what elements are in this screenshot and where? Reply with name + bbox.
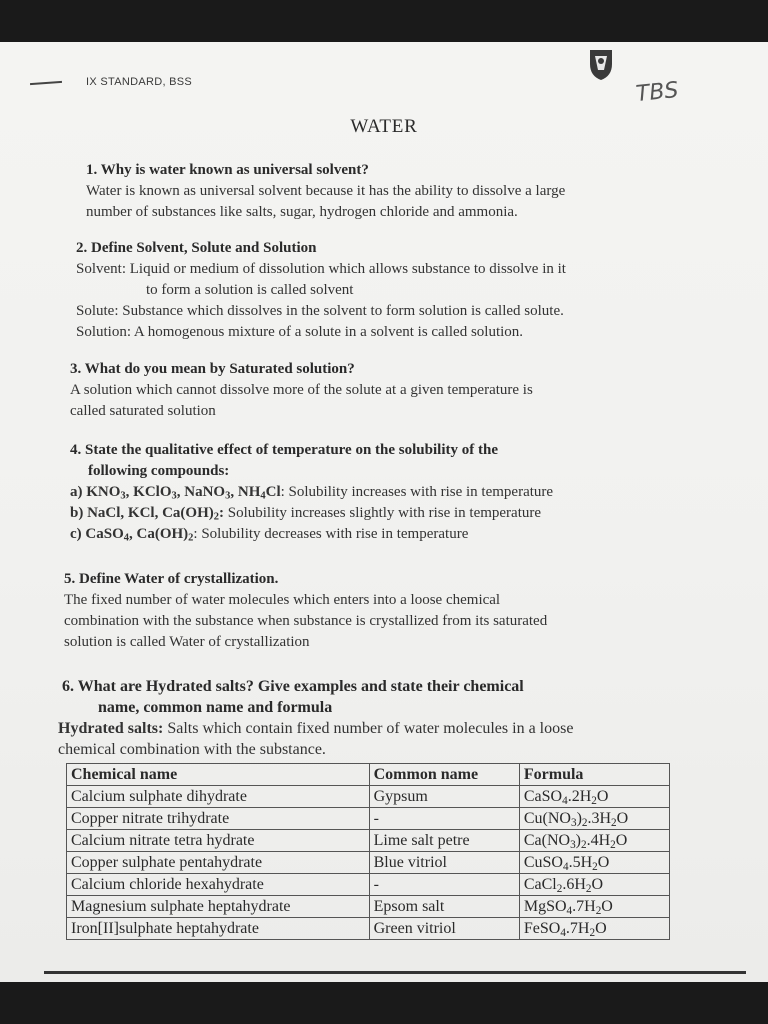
formula-cell: $Cu(NO_3)_2.3H_2O$ [519, 808, 669, 830]
formula-cell: $MgSO_4.7H_2O$ [519, 896, 669, 918]
table-row [67, 830, 670, 852]
table-row [67, 852, 670, 874]
question-1-heading: 1. Why is water known as universal solvent? [86, 162, 369, 178]
chemical-name-cell: Calcium sulphate dihydrate [67, 786, 370, 808]
school-emblem-icon [588, 48, 614, 82]
table-row [67, 808, 670, 830]
chemical-name-cell: Copper sulphate pentahydrate [67, 852, 370, 874]
table-row [67, 896, 670, 918]
formula-cell: $CaCl_2.6H_2O$ [519, 874, 669, 896]
hydrated-salts-definition-line-2: chemical combination with the substance. [58, 741, 326, 758]
question-3-answer-line-2: called saturated solution [70, 403, 216, 419]
page-title: WATER [350, 116, 418, 137]
column-header-common-name: Common name [369, 764, 519, 786]
solvent-definition-line-1: Solvent: Liquid or medium of dissolution which allows substance to dissolve in it [76, 261, 566, 277]
common-name-cell: Gypsum [369, 786, 519, 808]
table-header-row [67, 764, 670, 786]
common-name-cell: Green vitriol [369, 918, 519, 940]
effect-a-text: Solubility increases with rise in temperature [288, 484, 554, 500]
question-4-heading-line-2: following compounds: [88, 463, 230, 479]
chemical-name-cell: Calcium chloride hexahydrate [67, 874, 370, 896]
question-3-answer-line-1: A solution which cannot dissolve more of the solute at a given temperature is [70, 382, 533, 398]
question-5-heading: 5. Define Water of crystallization. [64, 571, 279, 587]
solute-definition: Solute: Substance which dissolves in the solvent to form solution is called solute. [76, 303, 564, 319]
table-row [67, 786, 670, 808]
effect-b-text: Solubility increases slightly with rise in temperature [227, 505, 542, 521]
solvent-definition-line-2: to form a solution is called solvent [146, 282, 354, 298]
column-header-chemical-name: Chemical name [67, 764, 370, 786]
chemical-name-cell: Magnesium sulphate heptahydrate [67, 896, 370, 918]
hydrated-salts-label: Hydrated salts: [58, 720, 164, 737]
question-3 [70, 359, 768, 422]
worksheet-page [0, 42, 768, 982]
hydrated-salts-text: Salts which contain fixed number of water molecules in a loose [163, 720, 574, 737]
question-3-heading: 3. What do you mean by Saturated solution? [70, 361, 355, 377]
hydrated-salts-definition [58, 718, 768, 739]
column-header-formula: Formula [519, 764, 669, 786]
effect-b: b) NaCl, KCl, $Ca(OH)_2$: Solubility increases slightly with rise in temperature [70, 505, 542, 523]
common-name-cell: Lime salt petre [369, 830, 519, 852]
question-4 [70, 440, 768, 545]
question-1-answer-line-1: Water is known as universal solvent because it has the ability to dissolve a large [86, 183, 566, 199]
question-2 [76, 238, 768, 343]
pen-mark [30, 81, 62, 85]
formula-cell: $CuSO_4.5H_2O$ [519, 852, 669, 874]
question-1 [86, 160, 768, 223]
question-4-heading-line-1: 4. State the qualitative effect of temperature on the solubility of the [70, 442, 498, 458]
formula-cell: $FeSO_4.7H_2O$ [519, 918, 669, 940]
class-label: IX STANDARD, BSS [86, 76, 193, 88]
question-1-answer-line-2: number of substances like salts, sugar, hydrogen chloride and ammonia. [86, 204, 518, 220]
effect-c-text: Solubility decreases with rise in temperature [201, 526, 469, 542]
chemical-name-cell: Iron[II]sulphate heptahydrate [67, 918, 370, 940]
common-name-cell: Blue vitriol [369, 852, 519, 874]
chemical-name-cell: Calcium nitrate tetra hydrate [67, 830, 370, 852]
hydrated-salts-table [66, 763, 670, 940]
formula-cell: $CaSO_4.2H_2O$ [519, 786, 669, 808]
teacher-initials: TBS [634, 77, 680, 108]
question-6-heading-line-1: 6. What are Hydrated salts? Give examples and state their chemical [62, 678, 524, 695]
effect-a: a) $KNO_3$, KClO$_3$, NaNO$_3$, $NH_4Cl$: Solubility increases with rise in temperature [70, 484, 554, 502]
common-name-cell: Epsom salt [369, 896, 519, 918]
question-5-answer-line-2: combination with the substance when substance is crystallized from its saturated [64, 613, 548, 629]
question-6 [58, 676, 768, 760]
question-2-heading: 2. Define Solvent, Solute and Solution [76, 240, 317, 256]
question-6-heading-line-2: name, common name and formula [98, 699, 333, 716]
table-row [67, 918, 670, 940]
solution-definition: Solution: A homogenous mixture of a solute in a solvent is called solution. [76, 324, 524, 340]
common-name-cell: - [369, 808, 519, 830]
question-5-answer-line-3: solution is called Water of crystallization [64, 634, 310, 650]
question-5 [64, 569, 768, 653]
chemical-name-cell: Copper nitrate trihydrate [67, 808, 370, 830]
common-name-cell: - [369, 874, 519, 896]
table-row [67, 874, 670, 896]
bottom-divider [44, 971, 746, 974]
question-5-answer-line-1: The fixed number of water molecules which enters into a loose chemical [64, 592, 501, 608]
effect-c: c) CaSO$_4$, $Ca(OH)_2$: Solubility decreases with rise in temperature [70, 526, 469, 544]
formula-cell: $Ca(NO_3)_2.4H_2O$ [519, 830, 669, 852]
